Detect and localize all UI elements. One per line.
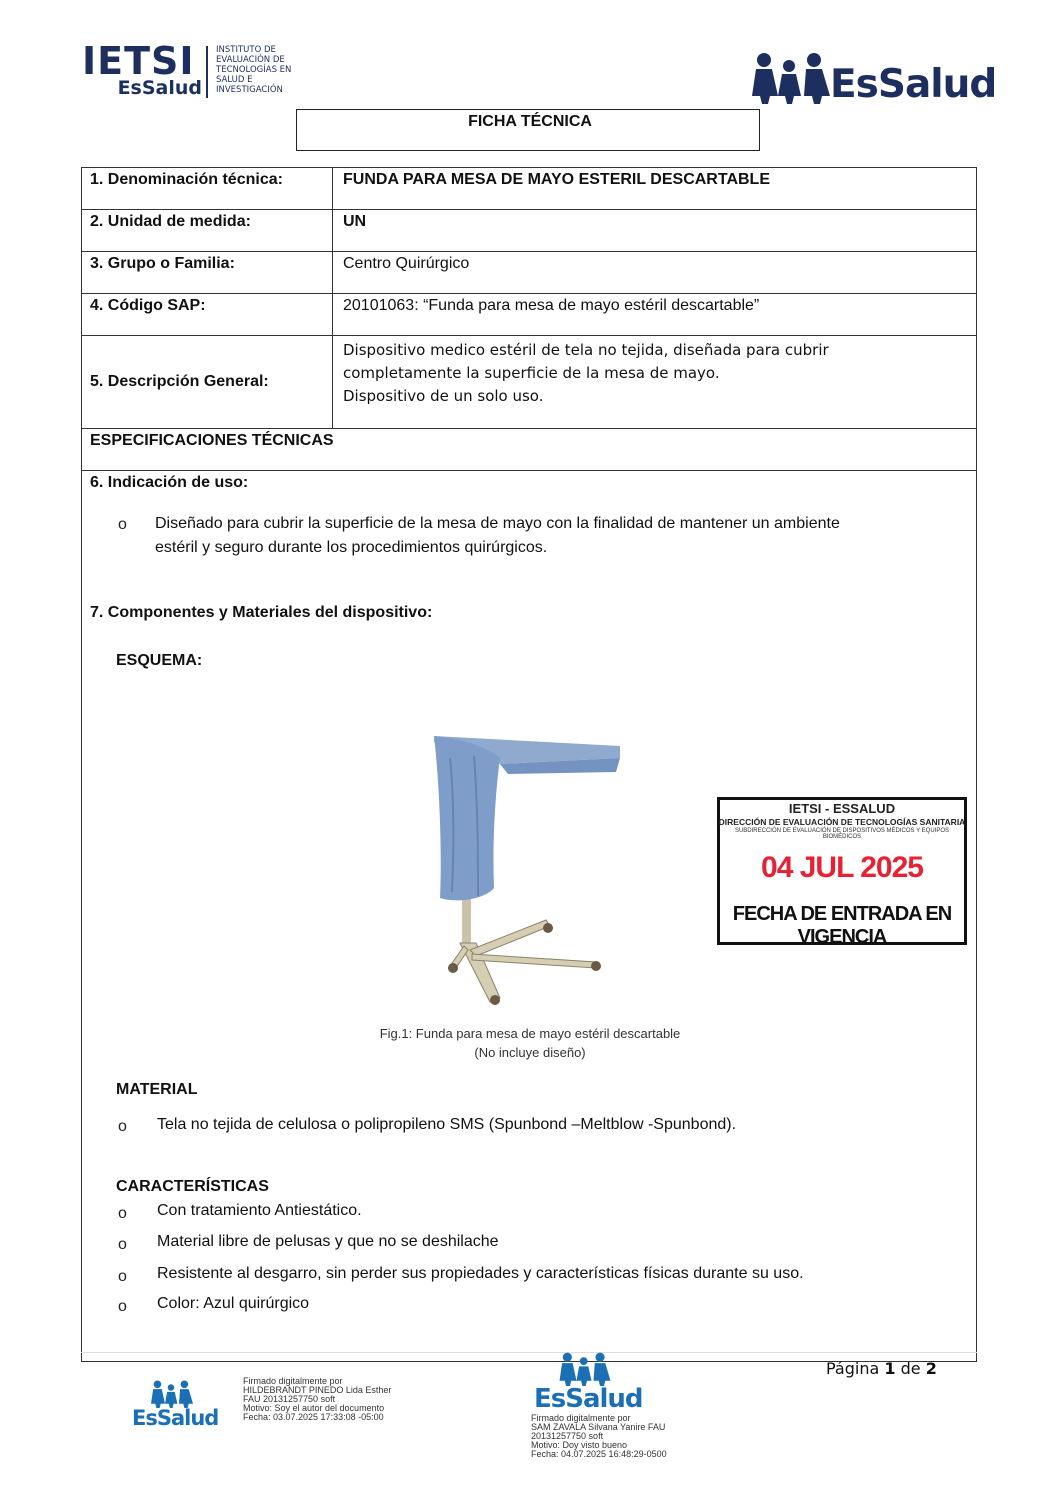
section-7-title: 7. Componentes y Materiales del dispositivo: [90, 604, 433, 621]
row-value: 20101063: “Funda para mesa de mayo estéril descartable” [343, 297, 760, 314]
logo-divider [206, 46, 208, 98]
bullet-marker: o [118, 516, 127, 533]
row-label: 2. Unidad de medida: [82, 210, 333, 251]
caracteristica-item: Color: Azul quirúrgico [157, 1295, 310, 1312]
material-title: MATERIAL [116, 1081, 198, 1098]
page-total: 2 [925, 1359, 937, 1378]
stamp-subdirection: SUBDIRECCIÓN DE EVALUACIÓN DE DISPOSITIVOS MÉDICOS Y EQUIPOS BIOMÉDICOS [734, 828, 950, 840]
material-item: Tela no tejida de celulosa o polipropileno SMS (Spunbond –Meltblow -Spunbond). [157, 1116, 737, 1133]
stamp-direction: DIRECCIÓN DE EVALUACIÓN DE TECNOLOGÍAS SANITARIA [718, 817, 966, 827]
ietsi-logo-sub: EsSalud [117, 77, 202, 99]
row-label: 1. Denominación técnica: [82, 168, 333, 209]
page-prefix: Página [826, 1359, 885, 1378]
indication-text-line: estéril y seguro durante los procedimientos quirúrgicos. [155, 539, 548, 556]
bullet-marker: o [118, 1268, 127, 1285]
essalud-header-logo: EsSalud [830, 62, 997, 107]
row-label: 5. Descripción General: [82, 336, 333, 428]
figure-caption: Fig.1: Funda para mesa de mayo estéril descartable [379, 1026, 681, 1041]
ietsi-institute-name: INSTITUTO DE EVALUACIÓN DE TECNOLOGÍAS EN SALUD E INVESTIGACIÓN [216, 45, 292, 95]
footer-divider [81, 1352, 977, 1353]
row-label: 3. Grupo o Familia: [82, 252, 333, 293]
row-value: FUNDA PARA MESA DE MAYO ESTERIL DESCARTABLE [343, 171, 770, 188]
digital-signature-1: Firmado digitalmente por HILDEBRANDT PINEDO Lida Esther FAU 20131257750 soft Motivo: Soy el autor del documento Fecha: 03.07.2025 17:33:08 -05:00 [243, 1376, 392, 1422]
description-line: Dispositivo de un solo uso. [343, 387, 544, 405]
ietsi-logo-word: IETSI [82, 39, 195, 83]
stamp-org: IETSI - ESSALUD [788, 801, 896, 816]
esquema-label: ESQUEMA: [116, 652, 203, 669]
stamp-date: 04 JUL 2025 [761, 851, 923, 884]
page-mid: de [895, 1359, 926, 1378]
table-row [82, 252, 976, 294]
description-line: completamente la superficie de la mesa de mayo. [343, 364, 720, 382]
row-label: 4. Código SAP: [82, 294, 333, 335]
caracteristicas-title: CARACTERÍSTICAS [116, 1178, 269, 1195]
table-row [82, 168, 976, 210]
indication-text-line: Diseñado para cubrir la superficie de la mesa de mayo con la finalidad de mantener un ambiente [155, 515, 840, 532]
page-number [826, 1359, 937, 1378]
row-value: UN [343, 213, 367, 230]
footer-left-logo: EsSalud [132, 1406, 219, 1430]
essalud-family-icon [752, 52, 830, 104]
ietsi-logo [82, 39, 202, 99]
page-current: 1 [884, 1359, 896, 1378]
specs-header: ESPECIFICACIONES TÉCNICAS [90, 432, 334, 449]
table-row [82, 294, 976, 336]
essalud-family-icon [150, 1380, 194, 1408]
description-line: Dispositivo medico estéril de tela no tejida, diseñada para cubrir [343, 341, 829, 359]
table-row [82, 210, 976, 252]
caracteristica-item: Resistente al desgarro, sin perder sus propiedades y características físicas durante su uso. [157, 1265, 804, 1282]
table-row [82, 429, 976, 471]
digital-signature-2: Firmado digitalmente por SAM ZAVALA Silvana Yanire FAU 20131257750 soft Motivo: Doy visto bueno Fecha: 04.07.2025 16:48:29-0500 [531, 1413, 667, 1459]
row-value: Centro Quirúrgico [343, 255, 470, 272]
bullet-marker: o [118, 1205, 127, 1222]
bullet-marker: o [118, 1118, 127, 1135]
footer-center-logo: EsSalud [534, 1384, 643, 1414]
caracteristica-item: Material libre de pelusas y que no se deshilache [157, 1233, 499, 1250]
bullet-marker: o [118, 1236, 127, 1253]
section-6-title: 6. Indicación de uso: [90, 474, 249, 491]
row-value [333, 336, 976, 428]
table-row [82, 336, 976, 429]
caracteristica-item: Con tratamiento Antiestático. [157, 1202, 362, 1219]
figure-caption-note: (No incluye diseño) [474, 1045, 586, 1060]
bullet-marker: o [118, 1298, 127, 1315]
essalud-family-icon [558, 1352, 612, 1386]
document-title: FICHA TÉCNICA [468, 113, 592, 130]
stamp-label: FECHA DE ENTRADA EN VIGENCIA [732, 903, 952, 948]
mayo-table-image [420, 728, 630, 1010]
